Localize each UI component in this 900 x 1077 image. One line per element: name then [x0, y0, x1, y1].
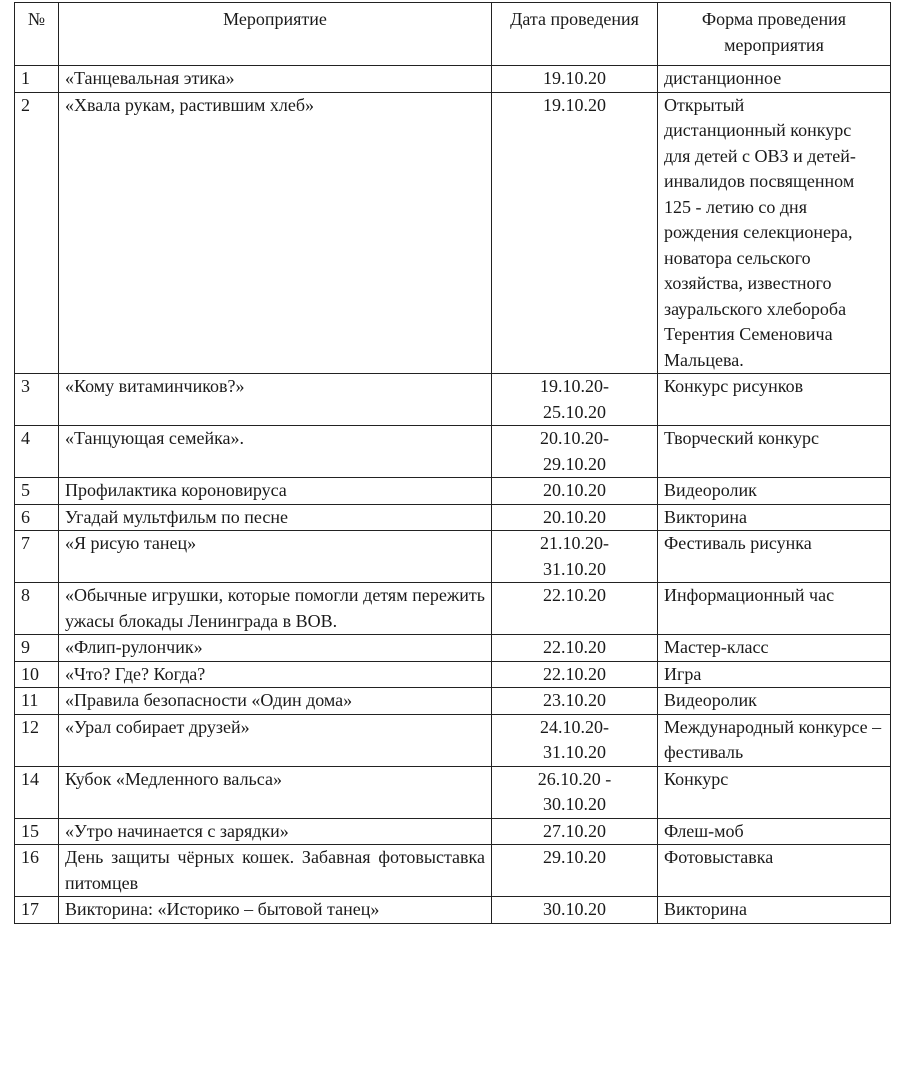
- row-num: 8: [15, 583, 59, 635]
- header-form: Форма проведения мероприятия: [658, 3, 891, 66]
- row-num: 1: [15, 66, 59, 93]
- table-row: [15, 66, 891, 93]
- row-date: 27.10.20: [492, 818, 658, 845]
- table-row: [15, 661, 891, 688]
- row-name: «Танцевальная этика»: [59, 66, 492, 93]
- row-date: 26.10.20 - 30.10.20: [537, 768, 612, 814]
- row-name: День защиты чёрных кошек. Забавная фотовыставка питомцев: [59, 845, 492, 897]
- row-name: «Хвала рукам, растившим хлеб»: [59, 92, 492, 374]
- row-date: 22.10.20: [492, 661, 658, 688]
- row-date: 20.10.20-29.10.20: [540, 428, 609, 474]
- table-row: [15, 374, 891, 426]
- table-row: [15, 635, 891, 662]
- row-date: 20.10.20: [492, 504, 658, 531]
- row-num: 11: [15, 688, 59, 715]
- row-name: «Танцующая семейка».: [59, 426, 492, 478]
- row-date: 22.10.20: [492, 583, 658, 635]
- row-date: 23.10.20: [492, 688, 658, 715]
- row-num: 17: [15, 897, 59, 924]
- table-row: [15, 583, 891, 635]
- table-row: [15, 531, 891, 583]
- row-date: 29.10.20: [492, 845, 658, 897]
- row-date: 30.10.20: [492, 897, 658, 924]
- header-date: Дата проведения: [492, 3, 658, 66]
- row-form: дистанционное: [658, 66, 891, 93]
- row-form: Викторина: [658, 504, 891, 531]
- row-name: «Кому витаминчиков?»: [59, 374, 492, 426]
- row-date: 20.10.20: [492, 478, 658, 505]
- table-row: [15, 897, 891, 924]
- row-num: 4: [15, 426, 59, 478]
- row-num: 15: [15, 818, 59, 845]
- events-table: [14, 2, 891, 924]
- row-num: 3: [15, 374, 59, 426]
- row-name: «Правила безопасности «Один дома»: [59, 688, 492, 715]
- row-form: Фестиваль рисунка: [658, 531, 891, 583]
- row-form: Игра: [658, 661, 891, 688]
- row-form: Фотовыставка: [658, 845, 891, 897]
- header-name: Мероприятие: [59, 3, 492, 66]
- row-form: Видеоролик: [658, 688, 891, 715]
- row-num: 2: [15, 92, 59, 374]
- row-num: 7: [15, 531, 59, 583]
- row-num: 12: [15, 714, 59, 766]
- row-date: 22.10.20: [492, 635, 658, 662]
- row-num: 6: [15, 504, 59, 531]
- row-num: 10: [15, 661, 59, 688]
- row-date: 19.10.20-25.10.20: [540, 376, 609, 422]
- row-num: 9: [15, 635, 59, 662]
- row-form: Конкурс рисунков: [658, 374, 891, 426]
- row-name: «Флип-рулончик»: [59, 635, 492, 662]
- table-row: [15, 478, 891, 505]
- table-row: [15, 688, 891, 715]
- row-name: Угадай мультфильм по песне: [59, 504, 492, 531]
- row-form: Конкурс: [658, 766, 891, 818]
- row-form: Флеш-моб: [658, 818, 891, 845]
- table-row: [15, 766, 891, 818]
- row-name: «Что? Где? Когда?: [59, 661, 492, 688]
- row-form: Мастер-класс: [658, 635, 891, 662]
- row-form: Информационный час: [658, 583, 891, 635]
- row-num: 16: [15, 845, 59, 897]
- row-form: Открытый дистанционный конкурс для детей с ОВЗ и детей-инвалидов посвященном 125 - летию со дня рождения селекционера, новатора сельского хозяйства, известного зауральского хлебороба Терентия Семеновича Мальцева.: [664, 94, 856, 370]
- row-date: 24.10.20-31.10.20: [540, 716, 609, 762]
- row-name: «Урал собирает друзей»: [59, 714, 492, 766]
- row-name: «Утро начинается с зарядки»: [59, 818, 492, 845]
- row-date: 19.10.20: [492, 92, 658, 374]
- row-form: Творческий конкурс: [658, 426, 891, 478]
- row-name: Кубок «Медленного вальса»: [59, 766, 492, 818]
- row-form: Видеоролик: [658, 478, 891, 505]
- row-name: «Я рисую танец»: [59, 531, 492, 583]
- row-name: «Обычные игрушки, которые помогли детям пережить ужасы блокады Ленинграда в ВОВ.: [59, 583, 492, 635]
- table-row: [15, 818, 891, 845]
- table-row: [15, 714, 891, 766]
- table-header-row: [15, 3, 891, 66]
- table-row: [15, 92, 891, 374]
- row-num: 14: [15, 766, 59, 818]
- row-form: Викторина: [658, 897, 891, 924]
- row-form: Международный конкурсе – фестиваль: [658, 714, 891, 766]
- row-name: Викторина: «Историко – бытовой танец»: [59, 897, 492, 924]
- table-row: [15, 426, 891, 478]
- row-num: 5: [15, 478, 59, 505]
- header-num: №: [15, 3, 59, 66]
- row-name: Профилактика короновируса: [59, 478, 492, 505]
- table-row: [15, 504, 891, 531]
- row-date: 19.10.20: [492, 66, 658, 93]
- row-date: 21.10.20-31.10.20: [540, 533, 609, 579]
- table-row: [15, 845, 891, 897]
